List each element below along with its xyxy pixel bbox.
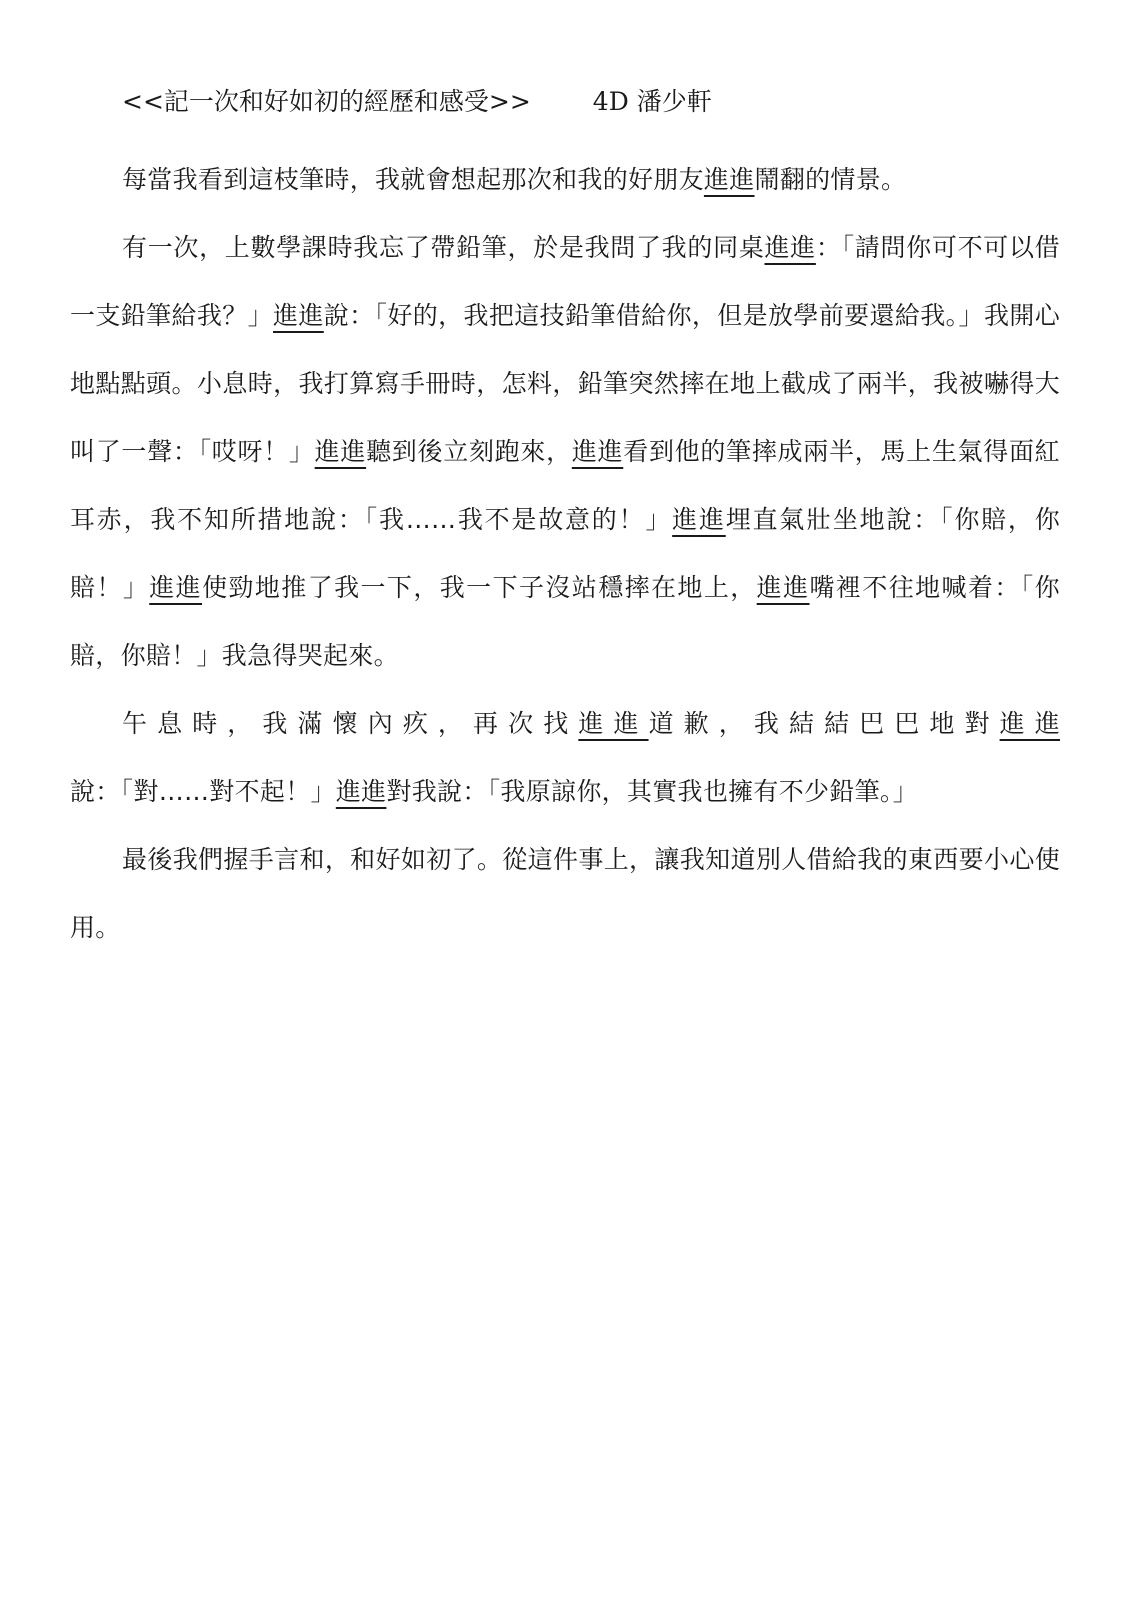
title-line bbox=[70, 78, 1060, 126]
paragraph-text: 最後我們握手言和，和好如初了。從這件事上，讓我知道別人借給我的東西要小心使用。 bbox=[70, 845, 1060, 942]
paragraph-text: 道歉，我結結巴巴地對 bbox=[648, 709, 1000, 738]
paragraph-text: 使勁地推了我一下，我一下子沒站穩摔在地上， bbox=[202, 573, 757, 602]
paragraph-text: 午息時，我滿懷內疚，再次找 bbox=[122, 709, 579, 738]
paragraph-text: 看到他的筆摔成兩半，馬上生氣得面紅耳赤，我不知所措地說：「我……我不是故意的！」 bbox=[70, 437, 1060, 534]
document-body bbox=[70, 78, 1060, 962]
underlined-name: 進進 bbox=[764, 233, 816, 262]
underlined-name: 進進 bbox=[703, 165, 755, 194]
paragraph-text: 對我說：「我原諒你，其實我也擁有不少鉛筆。」 bbox=[386, 777, 919, 806]
underlined-name: 進進 bbox=[314, 437, 367, 466]
paragraph bbox=[70, 214, 1060, 690]
paragraph bbox=[70, 826, 1060, 962]
underlined-name: 進進 bbox=[756, 573, 810, 602]
underlined-name: 進進 bbox=[149, 573, 203, 602]
underlined-name: 進進 bbox=[335, 777, 387, 806]
paragraph-text: 每當我看到這枝筆時，我就會想起那次和我的好朋友 bbox=[122, 165, 704, 194]
underlined-name: 進進 bbox=[578, 709, 649, 738]
underlined-name: 進進 bbox=[672, 505, 726, 534]
paragraph bbox=[70, 146, 1060, 214]
paragraph-text: 說：「好的，我把這技鉛筆借給你，但是放學前要還給我。」我開心地點點頭。小息時，我打算寫手冊時，怎料，鉛筆突然摔在地上截成了兩半，我被嚇得大叫了一聲：「哎呀！」 bbox=[70, 301, 1060, 466]
paragraph-text: 埋直氣壯坐地說：「你賠，你賠！」 bbox=[70, 505, 1060, 602]
paragraph-text: 聽到後立刻跑來， bbox=[366, 437, 572, 466]
paragraph-list bbox=[70, 146, 1060, 962]
paragraph-text: 有一次，上數學課時我忘了帶鉛筆，於是我問了我的同桌 bbox=[122, 233, 765, 262]
paragraph-text: 嘴裡不往地喊着：「你賠，你賠！」我急得哭起來。 bbox=[70, 573, 1060, 670]
paragraph-text: 說：「對……對不起！」 bbox=[70, 777, 336, 806]
paragraph bbox=[70, 690, 1060, 826]
author-name: 4D 潘少軒 bbox=[592, 87, 712, 116]
underlined-name: 進進 bbox=[273, 301, 324, 330]
underlined-name: 進進 bbox=[999, 709, 1060, 738]
paragraph-text: ：「請問你可不可以借一支鉛筆給我？」 bbox=[70, 233, 1060, 330]
underlined-name: 進進 bbox=[571, 437, 624, 466]
paragraph-text: 鬧翻的情景。 bbox=[754, 165, 907, 194]
document-title: <<記一次和好如初的經歷和感受>> bbox=[122, 87, 531, 116]
